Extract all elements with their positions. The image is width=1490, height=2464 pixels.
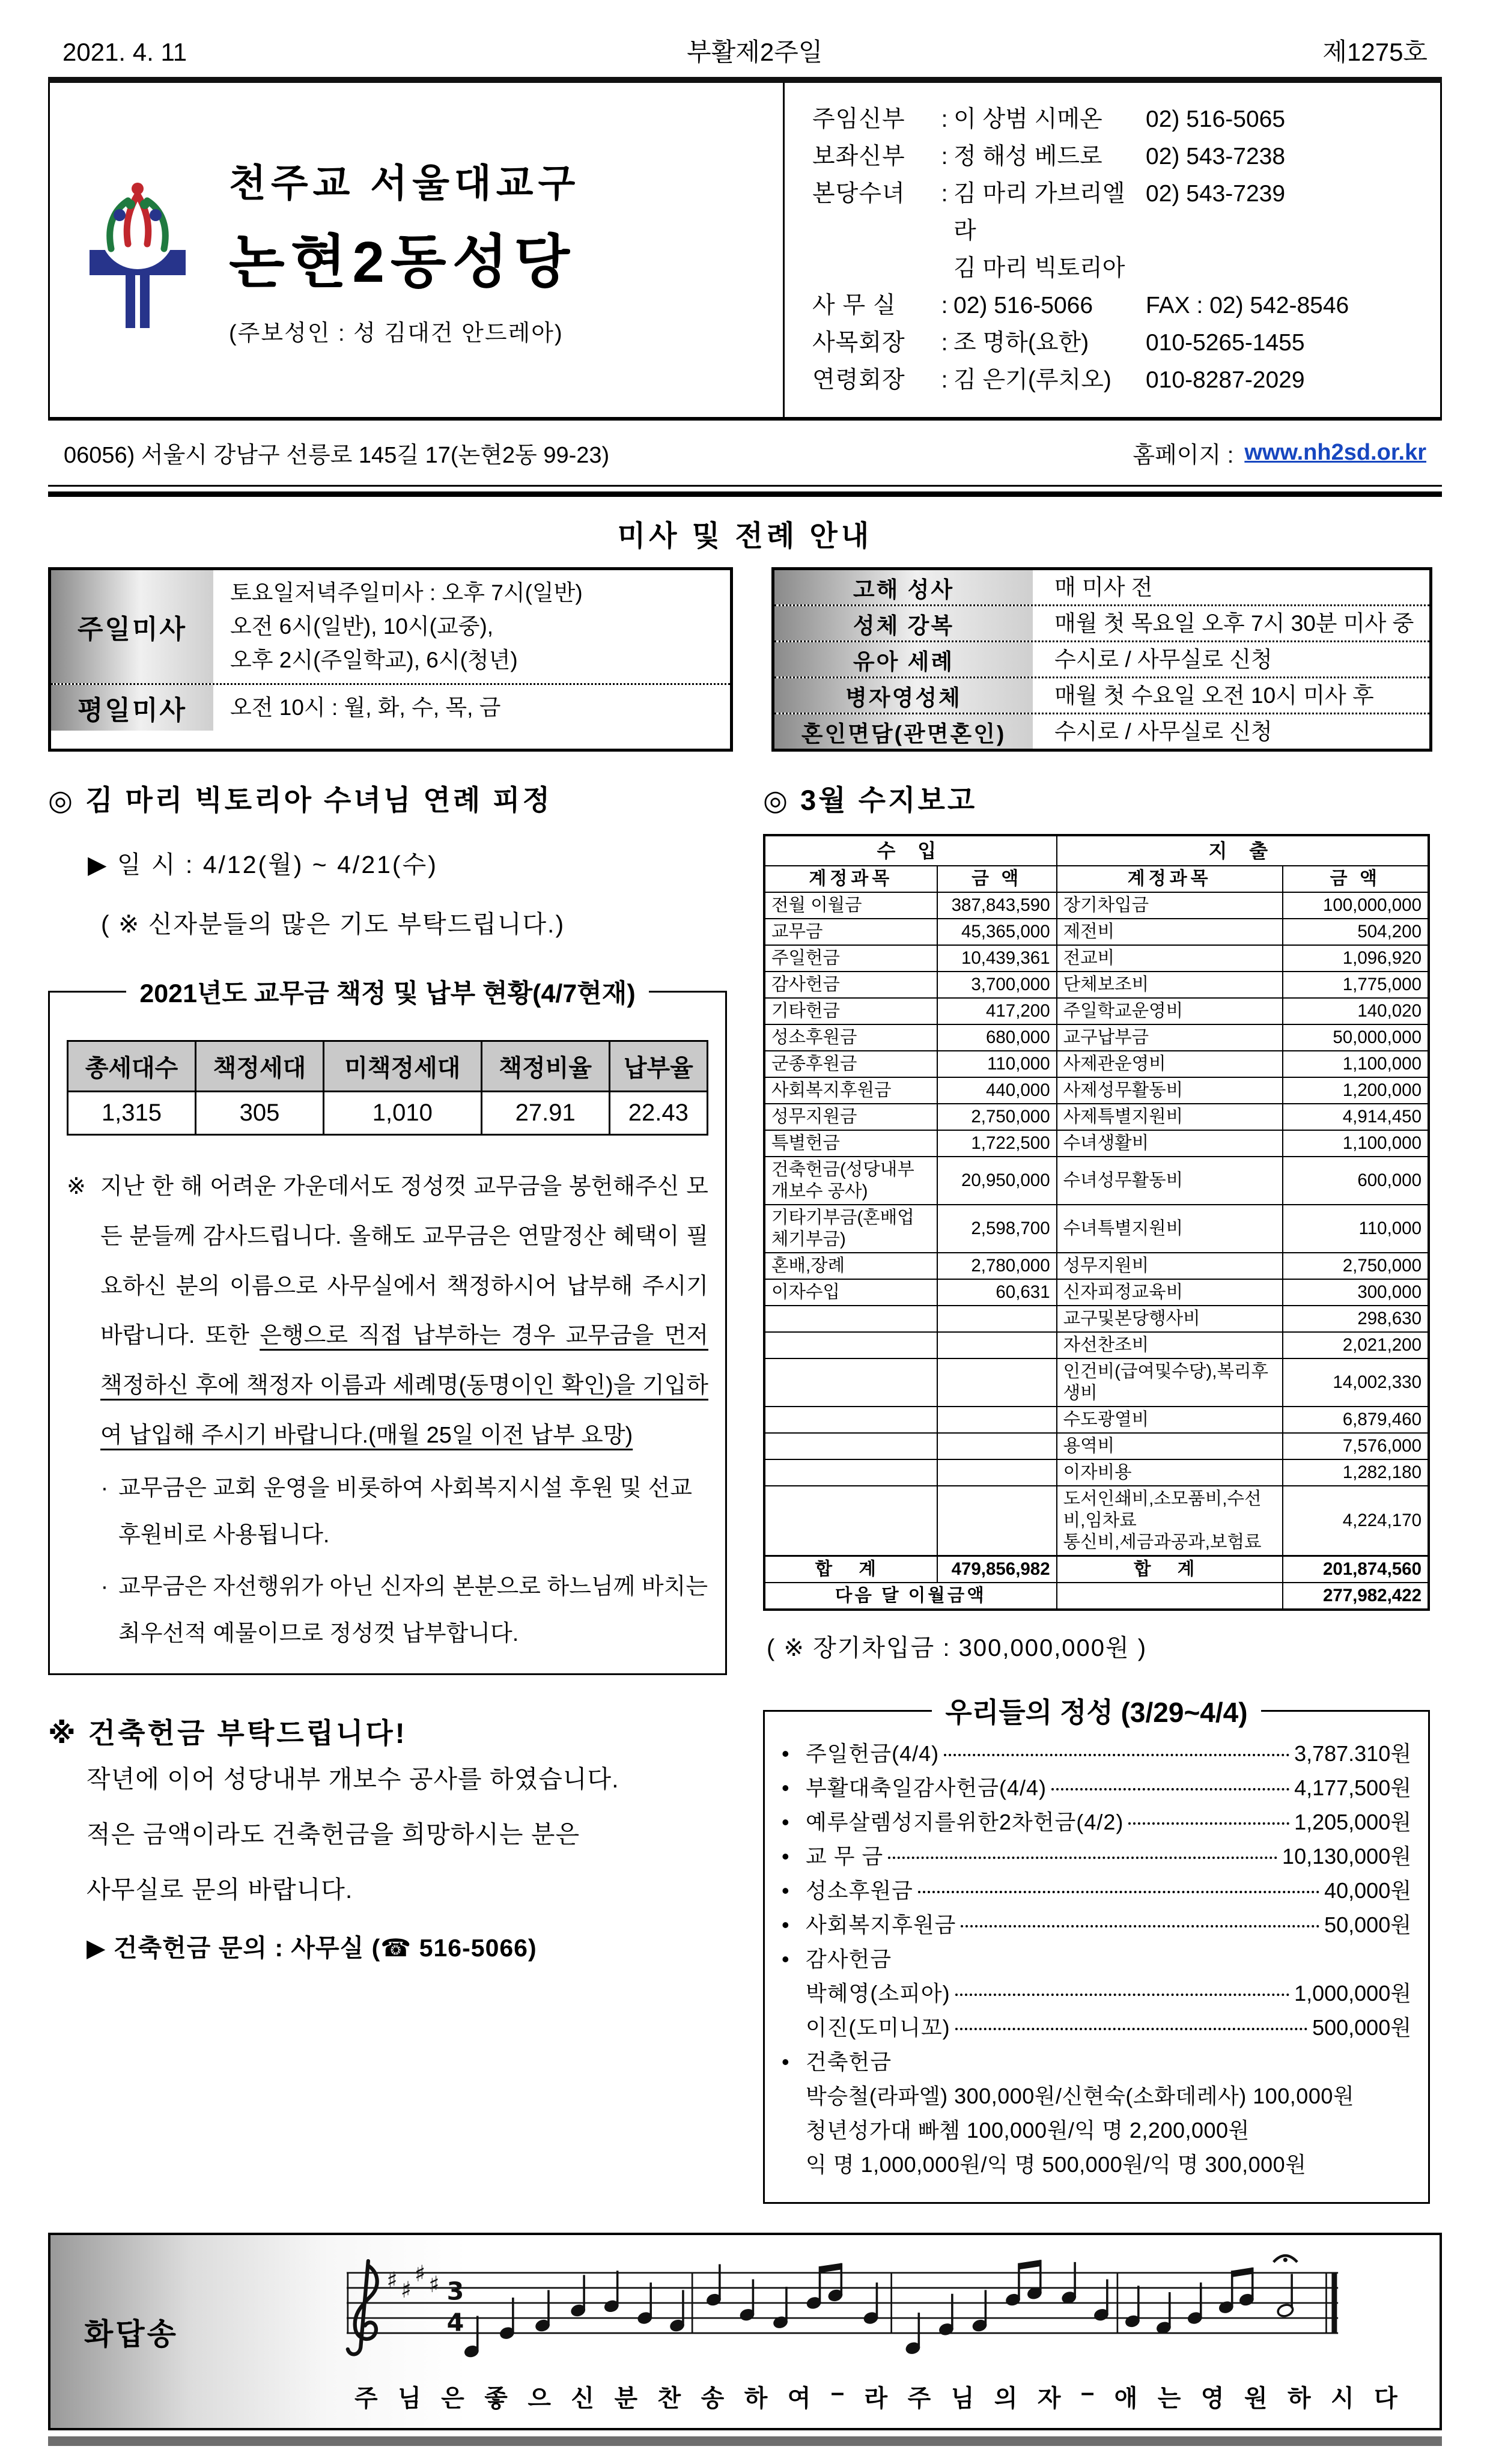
finance-total-row: 합 계 479,856,982 합 계 201,874,560 (764, 1556, 1429, 1583)
svg-text:♯: ♯ (400, 2277, 412, 2303)
gyomugeum-section (48, 973, 727, 1675)
dot-leader (918, 1891, 1319, 1893)
infant-baptism-row: 유아 세례 수시로 / 사무실로 신청 (774, 640, 1429, 677)
benediction-row: 성체 강복 매월 첫 목요일 오후 7시 30분 미사 중 (774, 604, 1429, 640)
finance-row: 성무지원금 2,750,000 사제특별지원비 4,914,450 (764, 1104, 1429, 1130)
dot-leader (955, 2028, 1307, 2030)
svg-text:4: 4 (446, 2308, 464, 2337)
finance-carryover-row: 다음 달 이월금액 277,982,422 (764, 1583, 1429, 1610)
finance-row: 용역비 7,576,000 (764, 1433, 1429, 1459)
gyomugeum-bullet: · 교무금은 자선행위가 아닌 신자의 본분으로 하느님께 바치는 최우선적 예물이므로 정성껏 납부합니다. (100, 1574, 708, 1646)
row-label: 주일미사 (51, 570, 213, 683)
homepage-link[interactable]: www.nh2sd.or.kr (1244, 440, 1426, 465)
svg-text:♯: ♯ (428, 2271, 440, 2298)
homepage (1133, 436, 1426, 469)
contact-row: 보좌신부 : 정 해성 베드로 02) 543-7238 (812, 144, 1286, 169)
expense-header: 지 출 (1057, 835, 1429, 866)
svg-text:♯: ♯ (386, 2266, 398, 2293)
table-value-row: 1,315 305 1,010 27.91 22.43 (68, 1092, 708, 1135)
parish-name: 논현2동성당 (229, 230, 576, 294)
dot-leader (955, 1994, 1289, 1996)
building-offering-line: 박승철(라파엘) 300,000원/신현숙(소화데레사) 100,000원 (806, 2084, 1355, 2108)
psalm-label: 화답송 (84, 2317, 178, 2351)
finance-row: 건축헌금(성당내부 개보수 공사) 20,950,000 수녀성무활동비 600,000 (764, 1157, 1429, 1205)
music-staff (264, 2246, 1422, 2375)
dot-leader (944, 1754, 1289, 1756)
contact-name: 이 상범 시메온 (953, 106, 1102, 132)
finance-row: 이자비용 1,282,180 (764, 1459, 1429, 1486)
finance-table (763, 834, 1430, 1611)
offering-item: • 교 무 금 10,130,000원 (782, 1844, 1411, 1869)
mass-section-title: 미사 및 전례 안내 (617, 520, 873, 552)
building-offering-line: 익 명 1,000,000원/익 명 500,000원/익 명 300,000원 (806, 2152, 1307, 2177)
retreat-date: ▶ 일 시 : 4/12(월) ~ 4/21(수) (88, 851, 438, 878)
offering-item: • 성소후원금 40,000원 (782, 1878, 1411, 1903)
finance-row: 자선찬조비 2,021,200 (764, 1332, 1429, 1358)
fermata-icon (1274, 2256, 1297, 2262)
offerings-title: 우리들의 정성 (3/29~4/4) (945, 1697, 1248, 1728)
finance-row: 기타헌금 417,200 주일학교운영비 140,020 (764, 998, 1429, 1024)
key-signature (386, 2260, 439, 2303)
finance-row: 성소후원금 680,000 교구납부금 50,000,000 (764, 1024, 1429, 1051)
issue-date: 2021. 4. 11 (62, 38, 187, 66)
finance-subheader-row: 계정과목 금 액 계정과목 금 액 (764, 866, 1429, 892)
patron-saint: (주보성인 : 성 김대건 안드레아) (229, 321, 564, 346)
svg-text:3: 3 (446, 2277, 464, 2306)
gyomugeum-paragraph: ※ 지난 한 해 어려운 가운데서도 정성껏 교무금을 봉헌해주신 모든 분들께 감사드립니다. 올해도 교무금은 연말정산 혜택이 필요하신 분의 이름으로 사무실에서 책정하시어 납부해 주시기 바랍니다. 또한 은행으로 직접 납부하는 경우 교무금을 먼저 책정하신 후에 책정자 이름과 세례명(동명이인 확인)을 기입하여 납입해 주시기 바랍니다.(매월 25일 이전 납부 요망) (67, 1174, 708, 1449)
thanks-offering-item: 이진(도미니꼬) 500,000원 (806, 2015, 1411, 2040)
finance-row: 사회복지후원금 440,000 사제성무활동비 1,200,000 (764, 1077, 1429, 1104)
contact-row: 주임신부 : 이 상범 시메온 02) 516-5065 (812, 101, 1428, 138)
thanks-offering-item: 박혜영(소피아) 1,000,000원 (806, 1981, 1411, 2006)
contact-row: 연령회장 : 김 은기(루치오) 010-8287-2029 (812, 367, 1305, 393)
mass-table-right (771, 567, 1432, 752)
top-rule (48, 77, 1442, 83)
parish-address: 06056) 서울시 강남구 선릉로 145길 17(논현2동 99-23) (64, 443, 610, 468)
finance-row: 전월 이월금 387,843,590 장기차입금 100,000,000 (764, 892, 1429, 919)
gyomugeum-table (67, 1040, 708, 1136)
address-bar (48, 417, 1442, 485)
diocese-name: 천주교 서울대교구 (229, 162, 580, 205)
finance-row: 도서인쇄비,소모품비,수선비,임차료 통신비,세금과공과,보험료 4,224,170 (764, 1486, 1429, 1556)
offering-item: • 부활대축일감사헌금(4/4) 4,177,500원 (782, 1775, 1411, 1800)
psalm-lyrics: 주 님 은 좋 으 신 분 찬 송 하 여 – 라 주 님 의 자 – 애 는 영 원 하 시 다 (354, 2379, 1397, 2412)
contact-row: 본당수녀 : 김 마리 가브리엘라 02) 543-7239 (812, 181, 1286, 244)
contact-row: 사목회장 : 조 명하(요한) 010-5265-1455 (812, 330, 1305, 356)
finance-row: 특별헌금 1,722,500 수녀생활비 1,100,000 (764, 1130, 1429, 1157)
building-fund-contact: ▶ 건축헌금 문의 : 사무실 (☎ 516-5066) (87, 1934, 537, 1962)
header-contacts (783, 83, 1440, 417)
finance-row: 군종후원금 110,000 사제관운영비 1,100,000 (764, 1051, 1429, 1077)
finance-row: 감사헌금 3,700,000 단체보조비 1,775,000 (764, 972, 1429, 998)
mass-table-left (48, 567, 733, 752)
marriage-interview-row: 혼인면담(관면혼인) 수시로 / 사무실로 신청 (774, 713, 1429, 749)
responsorial-psalm-box (48, 2233, 1442, 2430)
row-label: 평일미사 (51, 685, 213, 731)
notes (463, 2260, 1294, 2358)
offering-item: • 예루살렘성지를위한2차헌금(4/2) 1,205,000원 (782, 1810, 1411, 1834)
finance-report-title: ◎ 3월 수지보고 (763, 784, 978, 816)
weekday-mass-row: 평일미사 오전 10시 : 월, 화, 수, 목, 금 (51, 683, 730, 731)
contact-phone: 02) 516-5065 (1146, 106, 1286, 132)
week-title: 부활제2주일 (687, 38, 823, 66)
contact-row: 사 무 실 : 02) 516-5066 FAX : 02) 542-8546 (812, 293, 1349, 318)
retreat-title: ◎ 김 마리 빅토리아 수녀님 연례 피정 (48, 784, 552, 816)
building-fund-section: ※ 건축헌금 부탁드립니다! 작년에 이어 성당내부 개보수 공사를 하였습니다. 적은 금액이라도 건축헌금을 희망하시는 분은 사무실로 문의 바랍니다. ▶ 건축헌금 문의 : 사무실 (☎ 516-5066) (48, 1711, 727, 1964)
top-bar (48, 32, 1442, 77)
divider (48, 491, 1442, 497)
bottom-rule (48, 2436, 1442, 2446)
offering-item: • 사회복지후원금 50,000원 (782, 1912, 1411, 1937)
offerings-section (763, 1691, 1430, 2204)
contact-row: 김 마리 빅토리아 (953, 255, 1125, 281)
left-column (48, 778, 727, 2204)
finance-row: 이자수입 60,631 신자피정교육비 300,000 (764, 1279, 1429, 1306)
dot-leader (961, 1925, 1319, 1927)
finance-row: 교무금 45,365,000 제전비 504,200 (764, 919, 1429, 945)
header-box (48, 83, 1442, 417)
retreat-section (48, 778, 727, 940)
dot-leader (888, 1857, 1277, 1859)
long-term-loan-note: ( ※ 장기차입금 : 300,000,000원 ) (767, 1635, 1148, 1661)
building-offering-header: • 건축헌금 (782, 2049, 892, 2074)
parish-names (229, 153, 580, 347)
underlined-text: 은행으로 직접 납부하는 경우 교무금을 먼저 책정하신 후에 책정자 이름과 세례명(동명이인 확인)을 기입하여 납입해 주시기 바랍니다.(매월 25일 이전 납부 요망) (100, 1323, 708, 1449)
retreat-note: ( ※ 신자분들의 많은 기도 부탁드립니다.) (101, 910, 565, 938)
finance-row: 혼배,장례 2,780,000 성무지원비 2,750,000 (764, 1253, 1429, 1279)
time-signature (447, 2277, 464, 2337)
gyomugeum-title: 2021년도 교무금 책정 및 납부 현황(4/7현재) (139, 979, 636, 1008)
finance-row: 수도광열비 6,879,460 (764, 1407, 1429, 1433)
mass-schedule (48, 567, 1442, 752)
final-barline (1331, 2273, 1337, 2333)
offering-item: • 주일헌금(4/4) 3,787.310원 (782, 1741, 1411, 1766)
right-column (763, 778, 1430, 2204)
finance-row: 주일헌금 10,439,361 전교비 1,096,920 (764, 945, 1429, 972)
parish-logo (74, 160, 201, 340)
header-left (50, 83, 783, 417)
building-offering-line: 청년성가대 빠쳄 100,000원/익 명 2,200,000원 (806, 2118, 1250, 2143)
sick-communion-row: 병자영성체 매월 첫 수요일 오전 10시 미사 후 (774, 677, 1429, 713)
building-fund-title: ※ 건축헌금 부탁드립니다! (48, 1717, 407, 1749)
homepage-label: 홈페이지 : (1133, 443, 1234, 468)
svg-text:♯: ♯ (414, 2260, 426, 2287)
confession-row: 고해 성사 매 미사 전 (774, 570, 1429, 604)
finance-row: 기타기부금(혼배업체기부금) 2,598,700 수녀특별지원비 110,000 (764, 1205, 1429, 1253)
finance-header-row (764, 835, 1429, 866)
finance-row: 인건비(급여및수당),복리후생비 14,002,330 (764, 1358, 1429, 1407)
row-content: 토요일저녁주일미사 : 오후 7시(일반) 오전 6시(일반), 10시(교중), 오후 2시(주일학교), 6시(청년) (230, 580, 583, 672)
thanks-offering-header: • 감사헌금 (782, 1947, 892, 1971)
finance-row: 교구및본당행사비 298,630 (764, 1306, 1429, 1332)
contact-label: 주임신부 (812, 106, 905, 132)
table-header-row: 총세대수 책정세대 미책정세대 책정비율 납부율 (68, 1041, 708, 1092)
dot-leader (1051, 1788, 1289, 1790)
gyomugeum-bullet: · 교무금은 교회 운영을 비롯하여 사회복지시설 후원 및 선교후원비로 사용됩니다. (100, 1475, 692, 1548)
psalm-music (264, 2235, 1440, 2428)
dot-leader (1128, 1822, 1289, 1825)
sunday-mass-row (51, 570, 730, 683)
income-header: 수 입 (764, 835, 1057, 866)
treble-clef-icon (348, 2261, 377, 2354)
issue-number: 제1275호 (1322, 38, 1428, 66)
